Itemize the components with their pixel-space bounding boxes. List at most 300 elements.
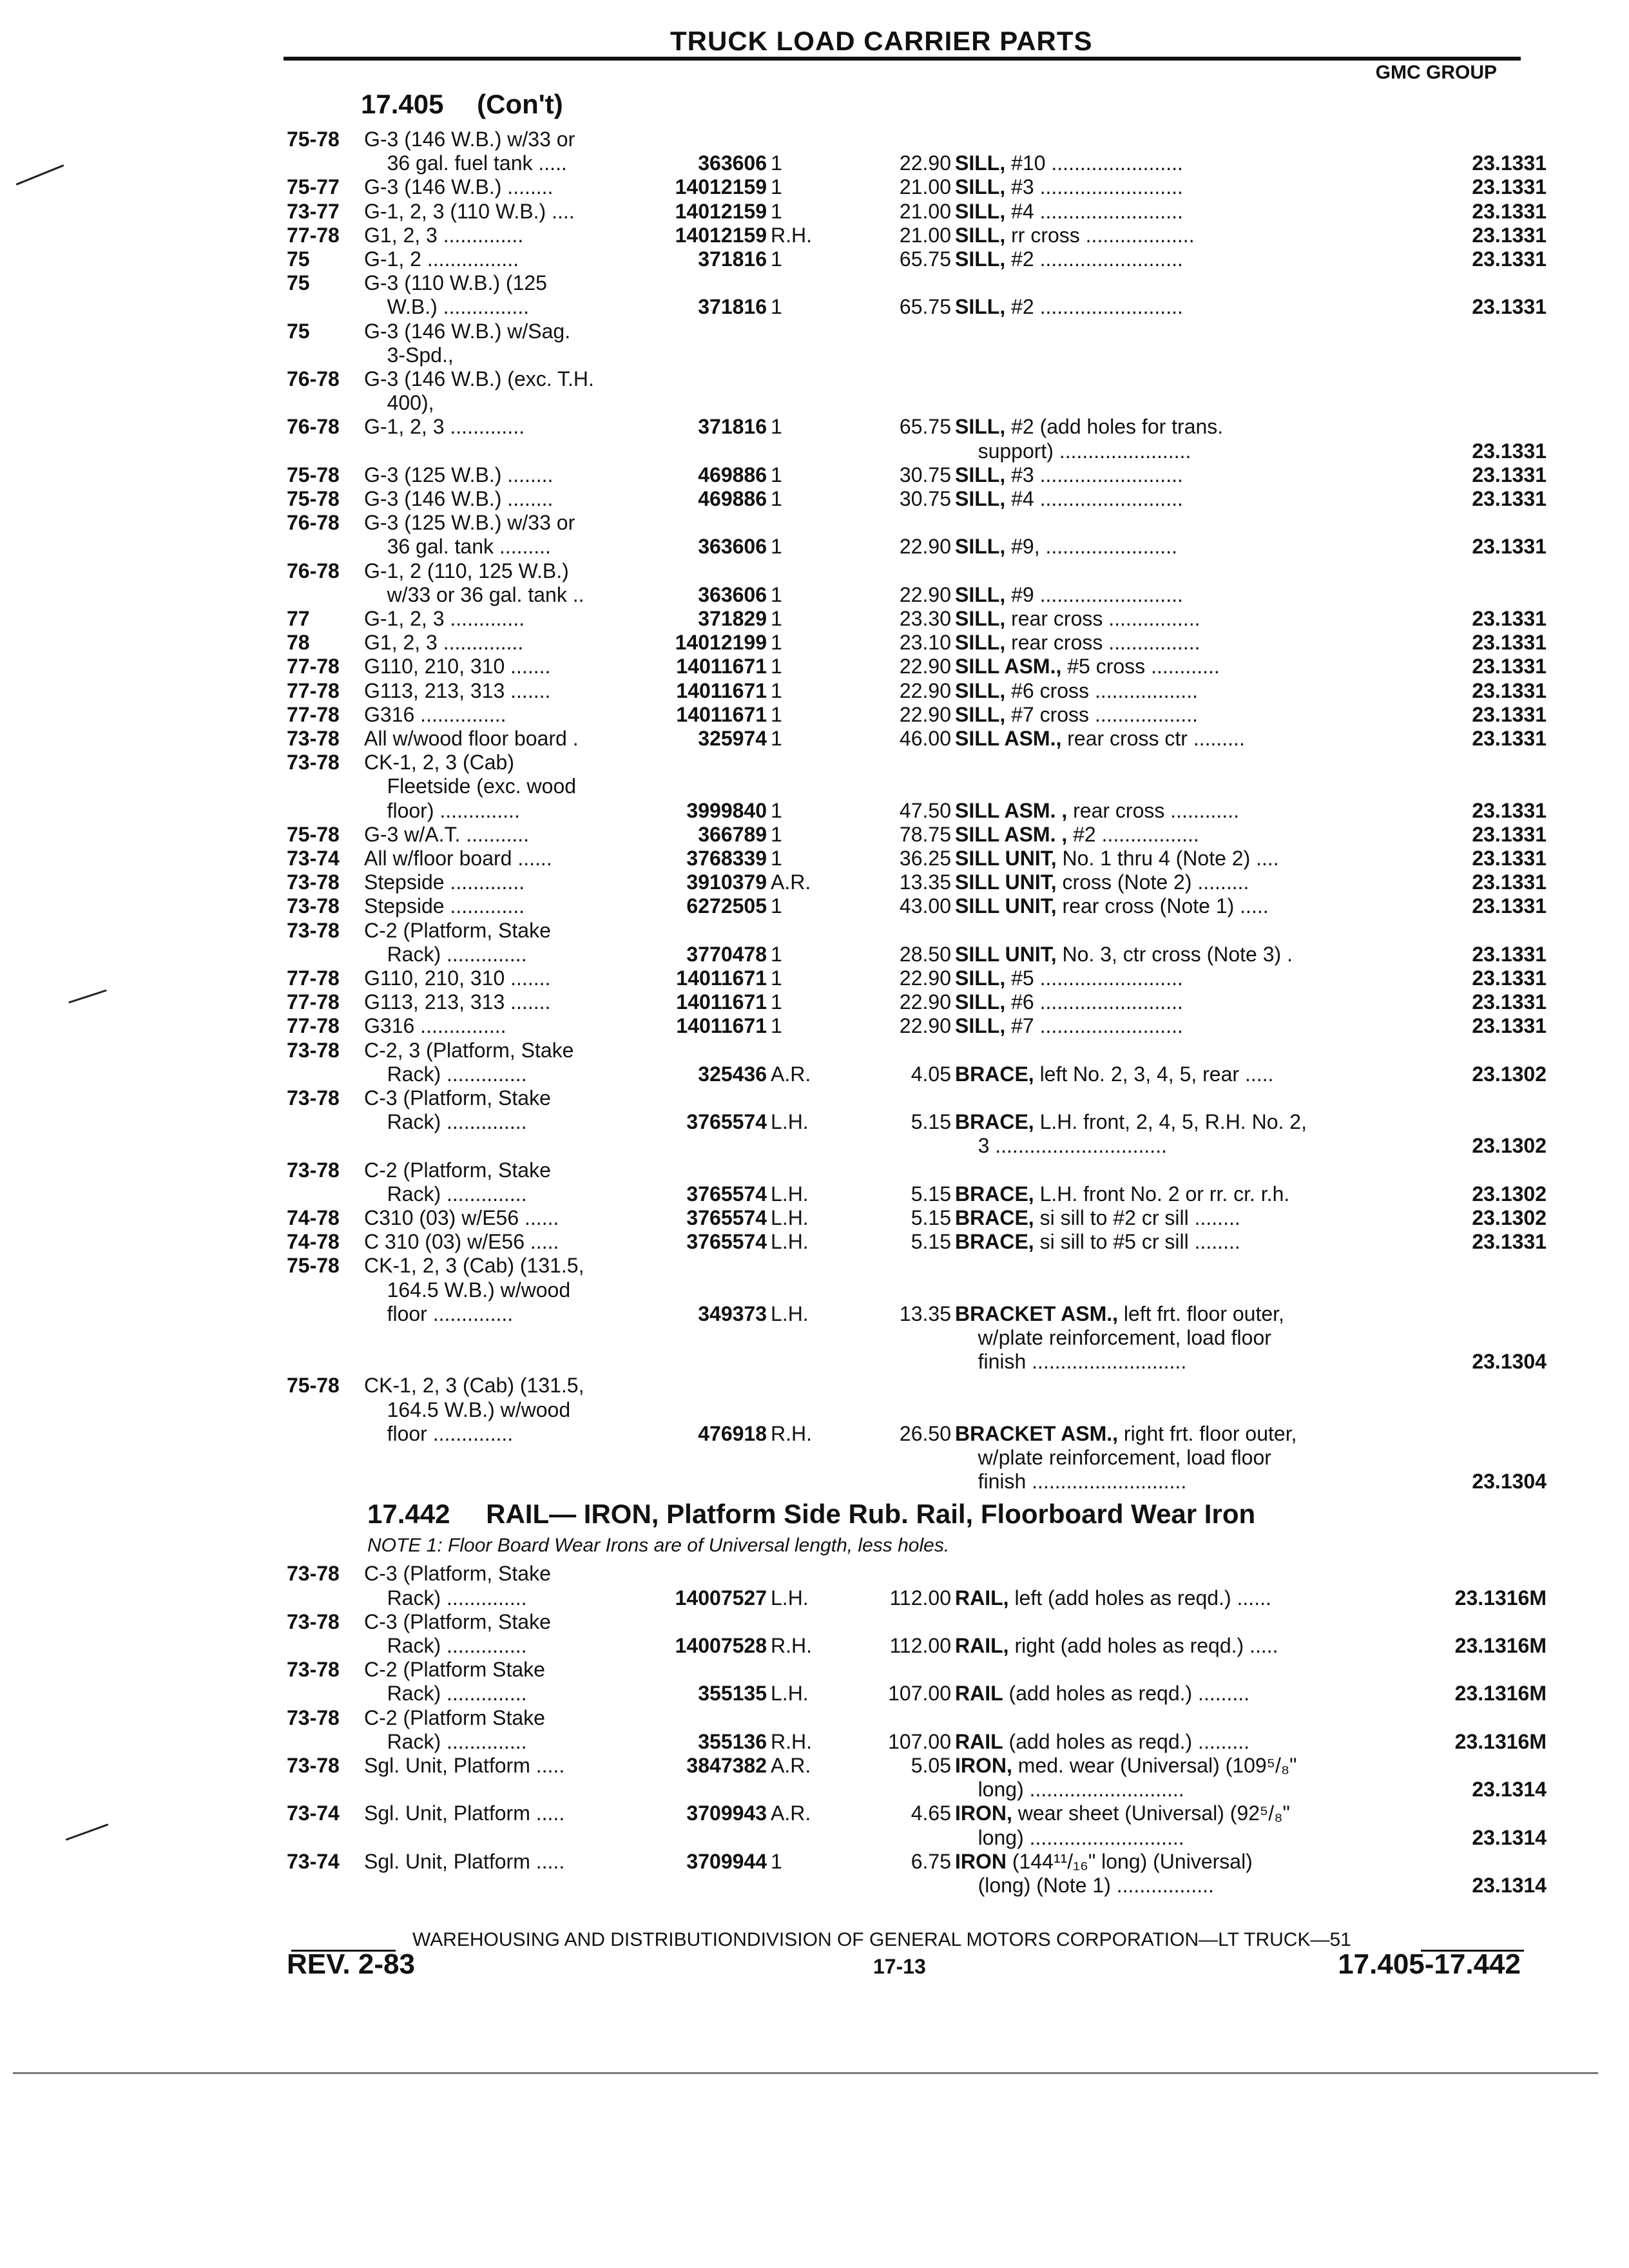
page-number: 17-13 bbox=[873, 1955, 926, 1978]
description bbox=[955, 1325, 1271, 1350]
description bbox=[955, 845, 1279, 871]
description-text: long) ........................... bbox=[955, 1825, 1184, 1849]
price: 21.00 bbox=[899, 175, 951, 199]
section-number: 17.405 bbox=[361, 89, 444, 119]
quantity: L.H. bbox=[771, 1682, 809, 1706]
catalog-group-number: 23.1331 bbox=[1472, 487, 1547, 510]
quantity: L.H. bbox=[771, 1586, 809, 1610]
part-number: 3847382 bbox=[686, 1754, 767, 1777]
price: 47.50 bbox=[899, 798, 951, 822]
model-years: 75-78 bbox=[287, 487, 340, 510]
description bbox=[955, 294, 1183, 320]
part-row bbox=[0, 366, 1629, 392]
model-years: 76-78 bbox=[287, 559, 340, 582]
quantity: 1 bbox=[771, 607, 782, 630]
price: 22.90 bbox=[899, 582, 951, 606]
quantity: 1 bbox=[771, 822, 782, 846]
model-years: 73-78 bbox=[287, 1086, 340, 1110]
part-row bbox=[0, 486, 1629, 512]
part-number: 363606 bbox=[698, 535, 767, 559]
description-keyword: SILL, bbox=[955, 678, 1006, 702]
part-row bbox=[0, 1372, 1629, 1398]
quantity: R.H. bbox=[771, 1421, 812, 1445]
model-years: 75-78 bbox=[287, 463, 340, 486]
description-keyword: RAIL, bbox=[955, 1586, 1009, 1610]
description-text: si sill to #2 cr sill ........ bbox=[1034, 1206, 1240, 1229]
part-number: 325436 bbox=[698, 1062, 767, 1086]
quantity: R.H. bbox=[771, 223, 812, 247]
description-keyword: RAIL bbox=[955, 1729, 1003, 1753]
model-application: G-3 (146 W.B.) (exc. T.H. bbox=[364, 367, 594, 390]
price: 22.90 bbox=[899, 1014, 951, 1038]
part-row bbox=[0, 1421, 1629, 1446]
model-application: CK-1, 2, 3 (Cab) bbox=[364, 751, 514, 774]
model-years: 73-78 bbox=[287, 751, 340, 774]
description bbox=[955, 1301, 1284, 1327]
description bbox=[955, 198, 1183, 224]
price: 6.75 bbox=[911, 1849, 951, 1873]
part-row bbox=[0, 1800, 1629, 1826]
description bbox=[955, 941, 1293, 967]
price: 13.35 bbox=[899, 1302, 951, 1325]
description-text: #2 ......................... bbox=[1005, 295, 1183, 319]
part-row bbox=[0, 1061, 1629, 1087]
model-years: 73-78 bbox=[287, 1158, 340, 1182]
part-number: 3765574 bbox=[686, 1230, 767, 1254]
revision-label: REV. 2-83 bbox=[287, 1948, 415, 1980]
part-row bbox=[0, 1468, 1629, 1494]
description-keyword: IRON, bbox=[955, 1754, 1012, 1777]
model-application: C-2 (Platform Stake bbox=[364, 1658, 545, 1682]
description-keyword: BRACE, bbox=[955, 1182, 1034, 1206]
model-years: 77-78 bbox=[287, 223, 340, 247]
catalog-group-number: 23.1331 bbox=[1472, 822, 1547, 846]
header-rule bbox=[284, 57, 1521, 61]
description-keyword: BRACKET ASM., bbox=[955, 1302, 1119, 1325]
part-row bbox=[0, 773, 1629, 799]
part-row bbox=[0, 246, 1629, 272]
catalog-group-number: 23.1331 bbox=[1472, 1230, 1547, 1254]
catalog-group-number: 23.1331 bbox=[1472, 295, 1547, 319]
catalog-group-number: 23.1331 bbox=[1472, 966, 1547, 990]
part-row bbox=[0, 150, 1629, 176]
description-keyword: SILL, bbox=[955, 463, 1006, 486]
description-text: #7 cross .................. bbox=[1005, 702, 1198, 726]
section-heading-17442 bbox=[367, 1499, 1255, 1530]
model-years: 77-78 bbox=[287, 990, 340, 1014]
page-title: TRUCK LOAD CARRIER PARTS bbox=[670, 26, 1093, 56]
price: 22.90 bbox=[899, 535, 951, 559]
description bbox=[955, 1349, 1186, 1374]
price: 30.75 bbox=[899, 487, 951, 510]
part-row bbox=[0, 845, 1629, 871]
part-row bbox=[0, 1753, 1629, 1778]
description-keyword: BRACE, bbox=[955, 1110, 1034, 1134]
description-keyword: SILL UNIT, bbox=[955, 894, 1057, 918]
description bbox=[955, 1133, 1167, 1158]
catalog-group-number: 23.1314 bbox=[1472, 1778, 1547, 1802]
model-application: G-1, 2 (110, 125 W.B.) bbox=[364, 559, 569, 582]
part-row bbox=[0, 749, 1629, 775]
catalog-group-number: 23.1331 bbox=[1472, 847, 1547, 870]
description bbox=[955, 150, 1183, 176]
description-text: 3 .............................. bbox=[955, 1134, 1167, 1158]
catalog-group-number: 23.1331 bbox=[1472, 870, 1547, 894]
model-years: 73-78 bbox=[287, 1038, 340, 1062]
part-row bbox=[0, 653, 1629, 679]
catalog-group-number: 23.1302 bbox=[1472, 1134, 1547, 1158]
description bbox=[955, 1680, 1249, 1706]
model-application: G113, 213, 313 ....... bbox=[364, 678, 551, 702]
price: 22.90 bbox=[899, 655, 951, 678]
model-application: Rack) .............. bbox=[364, 942, 527, 966]
part-number: 371816 bbox=[698, 295, 767, 319]
part-row bbox=[0, 462, 1629, 488]
model-application: Sgl. Unit, Platform ..... bbox=[364, 1802, 565, 1825]
part-number: 14007528 bbox=[675, 1634, 767, 1657]
model-years: 73-78 bbox=[287, 1706, 340, 1729]
description bbox=[955, 1013, 1183, 1039]
model-application: 3-Spd., bbox=[364, 343, 454, 367]
description-text: #10 ....................... bbox=[1005, 151, 1183, 175]
catalog-group-number: 23.1314 bbox=[1472, 1874, 1547, 1897]
model-application: CK-1, 2, 3 (Cab) (131.5, bbox=[364, 1374, 584, 1398]
part-row bbox=[0, 270, 1629, 296]
model-application: floor) .............. bbox=[364, 798, 520, 822]
part-row bbox=[0, 1849, 1629, 1874]
quantity: 1 bbox=[771, 582, 782, 606]
part-row bbox=[0, 533, 1629, 559]
catalog-group-number: 23.1316M bbox=[1454, 1682, 1547, 1706]
model-years: 76-78 bbox=[287, 367, 340, 390]
part-number: 3770478 bbox=[686, 942, 767, 966]
quantity: 1 bbox=[771, 847, 782, 870]
quantity: 1 bbox=[771, 415, 782, 439]
part-row bbox=[0, 1729, 1629, 1754]
price: 5.05 bbox=[911, 1754, 951, 1777]
description-keyword: SILL, bbox=[955, 631, 1006, 655]
part-row bbox=[0, 1585, 1629, 1611]
description-text: rear cross (Note 1) ..... bbox=[1056, 894, 1269, 918]
description-text: support) ....................... bbox=[955, 439, 1191, 463]
part-row bbox=[0, 390, 1629, 416]
part-number: 355135 bbox=[698, 1682, 767, 1706]
price: 4.05 bbox=[911, 1062, 951, 1086]
description-text: med. wear (Universal) (109⁵/₈" bbox=[1012, 1754, 1297, 1777]
part-row bbox=[0, 726, 1629, 751]
part-number: 14011671 bbox=[676, 702, 767, 726]
description-keyword: BRACE, bbox=[955, 1062, 1034, 1086]
part-row bbox=[0, 918, 1629, 943]
description-text: #4 ......................... bbox=[1005, 199, 1183, 223]
quantity: 1 bbox=[771, 655, 782, 678]
description-keyword: IRON bbox=[955, 1849, 1007, 1873]
price: 26.50 bbox=[899, 1421, 951, 1445]
part-row bbox=[0, 1633, 1629, 1658]
model-application: G-3 (146 W.B.) w/Sag. bbox=[364, 319, 571, 343]
model-application: Rack) .............. bbox=[364, 1110, 527, 1134]
model-application: G-3 (125 W.B.) ........ bbox=[364, 463, 554, 486]
model-years: 75 bbox=[287, 247, 310, 271]
description-text: wear sheet (Universal) (92⁵/₈" bbox=[1012, 1802, 1290, 1825]
price: 23.10 bbox=[899, 631, 951, 655]
part-row bbox=[0, 1705, 1629, 1731]
scan-edge-line bbox=[13, 2072, 1598, 2074]
part-row bbox=[0, 1609, 1629, 1635]
description-text: #6 ......................... bbox=[1005, 990, 1183, 1014]
part-row bbox=[0, 606, 1629, 631]
price: 22.90 bbox=[899, 151, 951, 175]
model-application: G113, 213, 313 ....... bbox=[364, 990, 551, 1014]
catalog-group-number: 23.1331 bbox=[1472, 894, 1547, 918]
description bbox=[955, 1061, 1273, 1087]
model-application: 164.5 W.B.) w/wood bbox=[364, 1398, 571, 1421]
model-application: Sgl. Unit, Platform ..... bbox=[364, 1849, 565, 1873]
part-row bbox=[0, 1109, 1629, 1135]
catalog-group-number: 23.1331 bbox=[1472, 798, 1547, 822]
price: 65.75 bbox=[899, 415, 951, 439]
part-row bbox=[0, 941, 1629, 967]
model-years: 73-78 bbox=[287, 1658, 340, 1682]
description-text: left No. 2, 3, 4, 5, rear ..... bbox=[1034, 1062, 1274, 1086]
catalog-group-number: 23.1331 bbox=[1472, 727, 1547, 750]
model-years: 73-78 bbox=[287, 727, 340, 750]
part-row bbox=[0, 1229, 1629, 1254]
model-application: C-3 (Platform, Stake bbox=[364, 1610, 551, 1633]
catalog-group-number: 23.1316M bbox=[1454, 1729, 1547, 1753]
part-number: 363606 bbox=[698, 582, 767, 606]
catalog-group-number: 23.1316M bbox=[1454, 1634, 1547, 1657]
price: 13.35 bbox=[899, 870, 951, 894]
catalog-group-number: 23.1331 bbox=[1472, 463, 1547, 486]
part-number: 325974 bbox=[698, 727, 767, 750]
part-row bbox=[0, 893, 1629, 919]
catalog-group-number: 23.1331 bbox=[1472, 631, 1547, 655]
part-number: 3765574 bbox=[686, 1206, 767, 1229]
description bbox=[955, 1181, 1289, 1207]
section-range: 17.405-17.442 bbox=[1338, 1948, 1521, 1980]
description bbox=[955, 606, 1200, 631]
price: 78.75 bbox=[899, 822, 951, 846]
quantity: 1 bbox=[771, 1849, 782, 1873]
quantity: L.H. bbox=[771, 1230, 809, 1254]
description bbox=[955, 1205, 1240, 1231]
model-years: 75 bbox=[287, 319, 310, 343]
catalog-group-number: 23.1331 bbox=[1472, 151, 1547, 175]
part-number: 14007527 bbox=[675, 1586, 767, 1610]
quantity: A.R. bbox=[771, 1802, 811, 1825]
price: 107.00 bbox=[888, 1729, 951, 1753]
model-years: 73-78 bbox=[287, 918, 340, 942]
description-text: w/plate reinforcement, load floor bbox=[955, 1326, 1271, 1349]
price: 30.75 bbox=[899, 463, 951, 486]
model-application: G1, 2, 3 .............. bbox=[364, 631, 524, 655]
description bbox=[955, 1776, 1184, 1802]
quantity: 1 bbox=[771, 1014, 782, 1038]
quantity: 1 bbox=[771, 702, 782, 726]
catalog-group-number: 23.1331 bbox=[1472, 199, 1547, 223]
model-application: G110, 210, 310 ....... bbox=[364, 966, 551, 990]
price: 5.15 bbox=[911, 1206, 951, 1229]
model-application: Rack) .............. bbox=[364, 1682, 527, 1706]
description bbox=[955, 174, 1183, 200]
model-application: G-1, 2 ................ bbox=[364, 247, 519, 271]
price: 22.90 bbox=[899, 678, 951, 702]
description-text: No. 1 thru 4 (Note 2) .... bbox=[1056, 847, 1279, 870]
catalog-group-number: 23.1331 bbox=[1472, 655, 1547, 678]
part-number: 3999840 bbox=[686, 798, 767, 822]
description bbox=[955, 869, 1249, 895]
model-years: 75 bbox=[287, 271, 310, 295]
description-text: rear cross ................ bbox=[1005, 631, 1200, 655]
part-row bbox=[0, 174, 1629, 200]
catalog-group-number: 23.1316M bbox=[1454, 1586, 1547, 1610]
quantity: R.H. bbox=[771, 1634, 812, 1657]
quantity: L.H. bbox=[771, 1302, 809, 1325]
description-keyword: SILL, bbox=[955, 966, 1006, 990]
description-text: #9 ......................... bbox=[1005, 582, 1183, 606]
catalog-group-number: 23.1331 bbox=[1472, 223, 1547, 247]
description-keyword: SILL, bbox=[955, 702, 1006, 726]
quantity: 1 bbox=[771, 798, 782, 822]
part-number: 3765574 bbox=[686, 1110, 767, 1134]
description-text: rear cross ctr ......... bbox=[1061, 727, 1245, 750]
description-text: #9, ....................... bbox=[1005, 535, 1177, 559]
model-years: 75-78 bbox=[287, 1374, 340, 1398]
description-keyword: SILL UNIT, bbox=[955, 847, 1057, 870]
description-text: #2 ................. bbox=[1067, 822, 1199, 846]
model-application: G316 ............... bbox=[364, 1014, 506, 1038]
section-suffix: (Con't) bbox=[477, 89, 563, 119]
description bbox=[955, 989, 1183, 1015]
part-number: 14012159 bbox=[675, 175, 767, 199]
description bbox=[955, 678, 1198, 704]
description-keyword: SILL, bbox=[955, 175, 1006, 199]
price: 43.00 bbox=[899, 894, 951, 918]
part-number: 355136 bbox=[698, 1729, 767, 1753]
description-text: #4 ......................... bbox=[1005, 487, 1183, 510]
model-application: C310 (03) w/E56 ...... bbox=[364, 1206, 559, 1229]
price: 65.75 bbox=[899, 295, 951, 319]
part-number: 14011671 bbox=[676, 655, 767, 678]
quantity: 1 bbox=[771, 295, 782, 319]
quantity: 1 bbox=[771, 727, 782, 750]
description-keyword: SILL ASM. , bbox=[955, 798, 1068, 822]
model-application: Rack) .............. bbox=[364, 1182, 527, 1206]
model-application: Rack) .............. bbox=[364, 1586, 527, 1610]
description bbox=[955, 486, 1183, 512]
description-text: (long) (Note 1) ................. bbox=[955, 1874, 1214, 1897]
quantity: 1 bbox=[771, 175, 782, 199]
model-application: G1, 2, 3 .............. bbox=[364, 223, 524, 247]
description-keyword: BRACKET ASM., bbox=[955, 1421, 1119, 1445]
description-keyword: SILL ASM. , bbox=[955, 822, 1068, 846]
quantity: L.H. bbox=[771, 1110, 809, 1134]
part-number: 349373 bbox=[698, 1302, 767, 1325]
part-number: 14011671 bbox=[676, 966, 767, 990]
price: 46.00 bbox=[899, 727, 951, 750]
description-keyword: RAIL, bbox=[955, 1634, 1009, 1657]
part-row bbox=[0, 1133, 1629, 1158]
part-row bbox=[0, 1680, 1629, 1706]
model-years: 73-77 bbox=[287, 199, 340, 223]
description bbox=[955, 1849, 1253, 1874]
price: 21.00 bbox=[899, 223, 951, 247]
catalog-group-number: 23.1331 bbox=[1472, 1014, 1547, 1038]
part-row bbox=[0, 702, 1629, 727]
description-keyword: BRACE, bbox=[955, 1230, 1034, 1254]
description-text: #5 cross ............ bbox=[1061, 655, 1220, 678]
model-years: 76-78 bbox=[287, 511, 340, 535]
model-years: 77-78 bbox=[287, 702, 340, 726]
description-text: finish ........................... bbox=[955, 1350, 1187, 1374]
description-keyword: SILL, bbox=[955, 990, 1006, 1014]
quantity: L.H. bbox=[771, 1182, 809, 1206]
catalog-group-number: 23.1302 bbox=[1472, 1182, 1547, 1206]
description bbox=[955, 1825, 1184, 1850]
part-row bbox=[0, 1397, 1629, 1423]
description-keyword: SILL, bbox=[955, 1014, 1006, 1038]
catalog-group-number: 23.1331 bbox=[1472, 607, 1547, 630]
description-keyword: SILL, bbox=[955, 295, 1006, 319]
part-row bbox=[0, 822, 1629, 847]
price: 22.90 bbox=[899, 702, 951, 726]
quantity: 1 bbox=[771, 990, 782, 1014]
part-number: 14011671 bbox=[676, 678, 767, 702]
model-application: w/33 or 36 gal. tank .. bbox=[364, 582, 584, 606]
description-keyword: IRON, bbox=[955, 1802, 1012, 1825]
description bbox=[955, 1421, 1296, 1446]
part-row bbox=[0, 1872, 1629, 1898]
description-text: #3 ......................... bbox=[1005, 175, 1183, 199]
price: 112.00 bbox=[889, 1586, 951, 1610]
description bbox=[955, 965, 1183, 991]
price: 112.00 bbox=[889, 1634, 951, 1657]
description-text: cross (Note 2) ......... bbox=[1056, 870, 1249, 894]
part-row bbox=[0, 869, 1629, 895]
quantity: R.H. bbox=[771, 1729, 812, 1753]
model-years: 73-74 bbox=[287, 1802, 340, 1825]
description bbox=[955, 702, 1198, 727]
part-row bbox=[0, 342, 1629, 368]
price: 5.15 bbox=[911, 1230, 951, 1254]
model-years: 73-78 bbox=[287, 1610, 340, 1633]
model-years: 73-74 bbox=[287, 847, 340, 870]
part-row bbox=[0, 222, 1629, 248]
price: 65.75 bbox=[899, 247, 951, 271]
catalog-group-number: 23.1331 bbox=[1472, 942, 1547, 966]
model-application: Rack) .............. bbox=[364, 1634, 527, 1657]
part-row bbox=[0, 1205, 1629, 1231]
part-number: 14011671 bbox=[676, 1014, 767, 1038]
part-row bbox=[0, 1037, 1629, 1063]
description-text: L.H. front, 2, 4, 5, R.H. No. 2, bbox=[1034, 1110, 1307, 1134]
description bbox=[955, 893, 1269, 919]
catalog-group-number: 23.1304 bbox=[1472, 1470, 1547, 1494]
description bbox=[955, 438, 1191, 464]
price: 22.90 bbox=[899, 990, 951, 1014]
model-years: 73-78 bbox=[287, 870, 340, 894]
model-application: G-3 (146 W.B.) ........ bbox=[364, 487, 554, 510]
catalog-group-number: 23.1331 bbox=[1472, 247, 1547, 271]
model-years: 75-78 bbox=[287, 1254, 340, 1278]
description-keyword: SILL, bbox=[955, 199, 1006, 223]
description-text: right (add holes as reqd.) ..... bbox=[1008, 1634, 1278, 1657]
quantity: 1 bbox=[771, 487, 782, 510]
part-row bbox=[0, 798, 1629, 823]
price: 23.30 bbox=[899, 607, 951, 630]
model-years: 73-78 bbox=[287, 894, 340, 918]
